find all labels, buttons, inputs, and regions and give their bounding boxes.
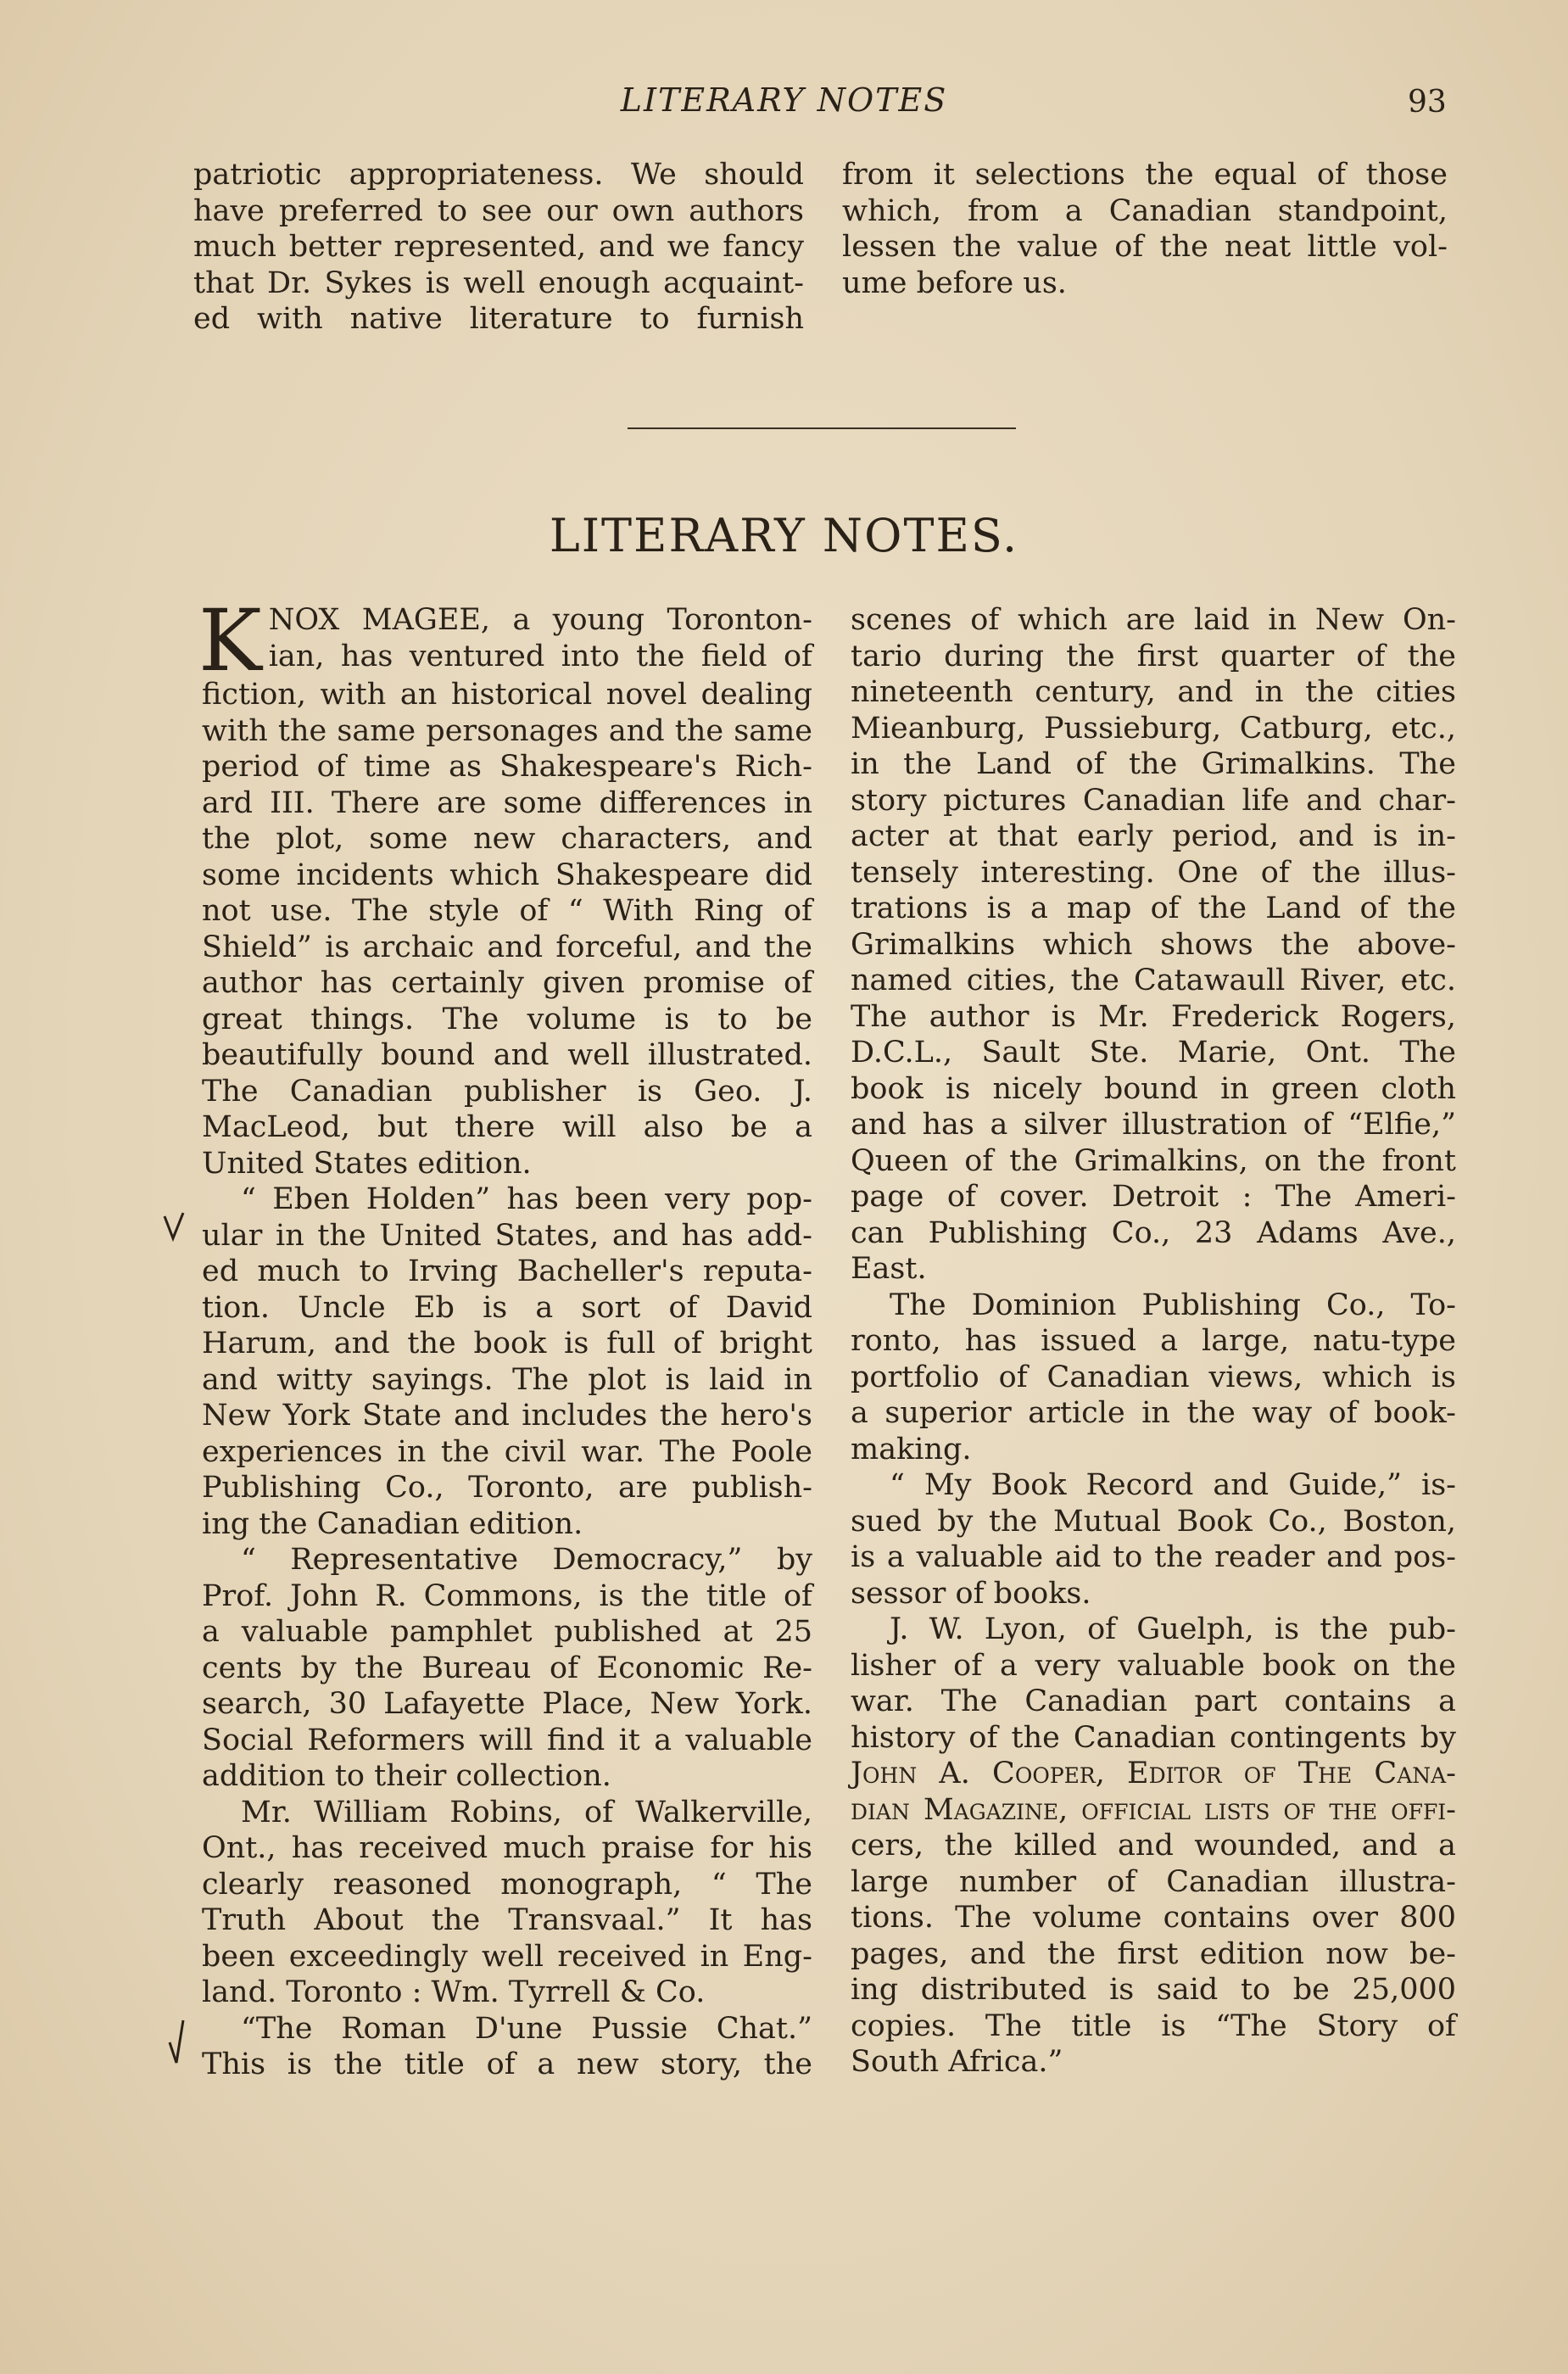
text-line: experiences in the civil war. The Poole bbox=[202, 1434, 812, 1469]
text-line: ard III. There are some differences in bbox=[202, 785, 812, 820]
text-line: Truth About the Transvaal.” It has bbox=[202, 1903, 812, 1937]
text-line: from it selections the equal of those bbox=[842, 158, 1448, 192]
drop-cap: K bbox=[198, 591, 262, 690]
text-line: The Dominion Publishing Co., To- bbox=[890, 1288, 1456, 1322]
text-line: in the Land of the Grimalkins. The bbox=[851, 747, 1456, 781]
text-line: not use. The style of “ With Ring of bbox=[202, 894, 812, 928]
text-line: pages, and the first edition now be- bbox=[851, 1936, 1456, 1971]
text-line: a superior article in the way of book- bbox=[851, 1396, 1456, 1430]
text-line: clearly reasoned monograph, “ The bbox=[202, 1867, 812, 1902]
text-line: lisher of a very valuable book on the bbox=[851, 1648, 1456, 1683]
text-line: lessen the value of the neat little vol- bbox=[842, 230, 1448, 264]
text-line: John A. Cooper, Editor of The Cana- bbox=[851, 1757, 1456, 1790]
text-line: period of time as Shakespeare's Rich- bbox=[202, 750, 812, 784]
text-line: war. The Canadian part contains a bbox=[851, 1684, 1456, 1718]
text-line: been exceedingly well received in Eng- bbox=[202, 1939, 812, 1974]
text-line: ing the Canadian edition. bbox=[202, 1506, 583, 1541]
prev-article-left-column bbox=[193, 157, 804, 338]
text-line: is a valuable aid to the reader and pos- bbox=[851, 1540, 1456, 1574]
prev-article-right-column bbox=[842, 157, 1448, 301]
text-line: can Publishing Co., 23 Adams Ave., bbox=[851, 1215, 1456, 1250]
text-line: J. W. Lyon, of Guelph, is the pub- bbox=[890, 1612, 1456, 1646]
text-line: ian, has ventured into the field of bbox=[268, 639, 812, 673]
text-line: “ Eben Holden” has been very pop- bbox=[241, 1182, 812, 1216]
text-line: sued by the Mutual Book Co., Boston, bbox=[851, 1504, 1456, 1539]
text-line: with the same personages and the same bbox=[202, 713, 812, 748]
text-line: ular in the United States, and has add- bbox=[202, 1218, 812, 1253]
text-line: MacLeod, but there will also be a bbox=[202, 1110, 812, 1144]
text-line: story pictures Canadian life and char- bbox=[851, 783, 1456, 818]
text-line: dian Magazine, official lists of the offi- bbox=[851, 1792, 1456, 1827]
text-line: ed with native literature to furnish bbox=[193, 302, 804, 336]
text-line: much better represented, and we fancy bbox=[193, 230, 804, 264]
text-line: cers, the killed and wounded, and a bbox=[851, 1829, 1456, 1863]
text-line: fiction, with an historical novel dealing bbox=[202, 678, 812, 712]
text-line: beautifully bound and well illustrated. bbox=[202, 1038, 812, 1072]
text-line: ume before us. bbox=[842, 265, 1067, 300]
text-line: large number of Canadian illustra- bbox=[851, 1864, 1456, 1899]
text-line: East. bbox=[851, 1252, 927, 1286]
text-line: book is nicely bound in green cloth bbox=[851, 1071, 1456, 1106]
text-line: copies. The title is “The Story of bbox=[851, 2008, 1456, 2043]
text-line: Grimalkins which shows the above- bbox=[851, 927, 1456, 962]
main-right-column bbox=[851, 602, 1456, 2081]
text-line: some incidents which Shakespeare did bbox=[202, 857, 812, 892]
text-line: search, 30 Lafayette Place, New York. bbox=[202, 1687, 812, 1721]
text-line: trations is a map of the Land of the bbox=[851, 891, 1456, 925]
text-line: tion. Uncle Eb is a sort of David bbox=[202, 1290, 812, 1325]
text-line: “The Roman D'une Pussie Chat.” bbox=[241, 2011, 812, 2046]
text-line: tions. The volume contains over 800 bbox=[851, 1901, 1456, 1935]
text-line: ronto, has issued a large, natu-type bbox=[851, 1324, 1456, 1358]
section-title: LITERARY NOTES. bbox=[549, 509, 1019, 562]
text-line: Harum, and the book is full of bright bbox=[202, 1327, 812, 1360]
text-line: Prof. John R. Commons, is the title of bbox=[202, 1578, 812, 1613]
text-line: This is the title of a new story, the bbox=[202, 2047, 812, 2081]
page-number: 93 bbox=[1408, 85, 1447, 120]
text-line: scenes of which are laid in New On- bbox=[851, 603, 1456, 637]
text-line: NOX MAGEE, a young Toronton- bbox=[268, 603, 812, 637]
text-line: tario during the first quarter of the bbox=[851, 639, 1456, 673]
section-divider bbox=[628, 427, 1016, 429]
text-line: “ Representative Democracy,” by bbox=[241, 1543, 812, 1577]
text-line: and has a silver illustration of “Elfie,” bbox=[851, 1108, 1456, 1142]
text-line: author has certainly given promise of bbox=[202, 966, 812, 1000]
text-line: cents by the Bureau of Economic Re- bbox=[202, 1651, 812, 1685]
text-line: great things. The volume is to be bbox=[202, 1002, 812, 1036]
text-line: patriotic appropriateness. We should bbox=[193, 158, 804, 192]
pencil-check-mark-icon bbox=[161, 1211, 187, 1245]
text-line: The author is Mr. Frederick Rogers, bbox=[851, 999, 1456, 1034]
running-head bbox=[0, 81, 1568, 124]
text-line: The Canadian publisher is Geo. J. bbox=[202, 1074, 812, 1109]
text-line: history of the Canadian contingents by bbox=[851, 1720, 1456, 1755]
text-line: have preferred to see our own authors bbox=[193, 193, 804, 228]
text-line: acter at that early period, and is in- bbox=[851, 819, 1456, 853]
text-line: New York State and includes the hero's bbox=[202, 1399, 812, 1433]
text-line: addition to their collection. bbox=[202, 1759, 611, 1793]
text-line: tensely interesting. One of the illus- bbox=[851, 855, 1456, 890]
text-line: and witty sayings. The plot is laid in bbox=[202, 1362, 812, 1397]
text-line: Mr. William Robins, of Walkerville, bbox=[241, 1795, 812, 1829]
text-line: portfolio of Canadian views, which is bbox=[851, 1360, 1456, 1394]
text-line: United States edition. bbox=[202, 1146, 532, 1181]
text-line: “ My Book Record and Guide,” is- bbox=[890, 1468, 1456, 1502]
text-line: making. bbox=[851, 1432, 972, 1466]
text-line: the plot, some new characters, and bbox=[202, 822, 812, 856]
text-line: land. Toronto : Wm. Tyrrell & Co. bbox=[202, 1975, 706, 2009]
text-line: Social Reformers will find it a valuable bbox=[202, 1723, 812, 1757]
text-line: that Dr. Sykes is well enough acquaint- bbox=[193, 265, 804, 300]
text-line: which, from a Canadian standpoint, bbox=[842, 193, 1448, 228]
text-line: a valuable pamphlet published at 25 bbox=[202, 1615, 812, 1649]
text-line: Queen of the Grimalkins, on the front bbox=[851, 1143, 1456, 1178]
text-line: nineteenth century, and in the cities bbox=[851, 675, 1456, 709]
text-line: South Africa.” bbox=[851, 2045, 1063, 2079]
main-left-column bbox=[198, 591, 812, 2083]
text-line: ed much to Irving Bacheller's reputa- bbox=[202, 1254, 812, 1288]
text-line: ing distributed is said to be 25,000 bbox=[851, 1973, 1456, 2007]
text-line: sessor of books. bbox=[851, 1576, 1091, 1611]
running-title: LITERARY NOTES bbox=[620, 81, 948, 119]
text-line: named cities, the Catawaull River, etc. bbox=[851, 964, 1456, 997]
text-line: Mieanburg, Pussieburg, Catburg, etc., bbox=[851, 711, 1456, 746]
pencil-check-mark-icon bbox=[166, 2017, 192, 2068]
text-line: Publishing Co., Toronto, are publish- bbox=[202, 1471, 812, 1505]
text-line: Shield” is archaic and forceful, and the bbox=[202, 930, 812, 964]
text-line: page of cover. Detroit : The Ameri- bbox=[851, 1180, 1456, 1214]
text-line: Ont., has received much praise for his bbox=[202, 1831, 812, 1865]
text-line: D.C.L., Sault Ste. Marie, Ont. The bbox=[851, 1036, 1456, 1070]
